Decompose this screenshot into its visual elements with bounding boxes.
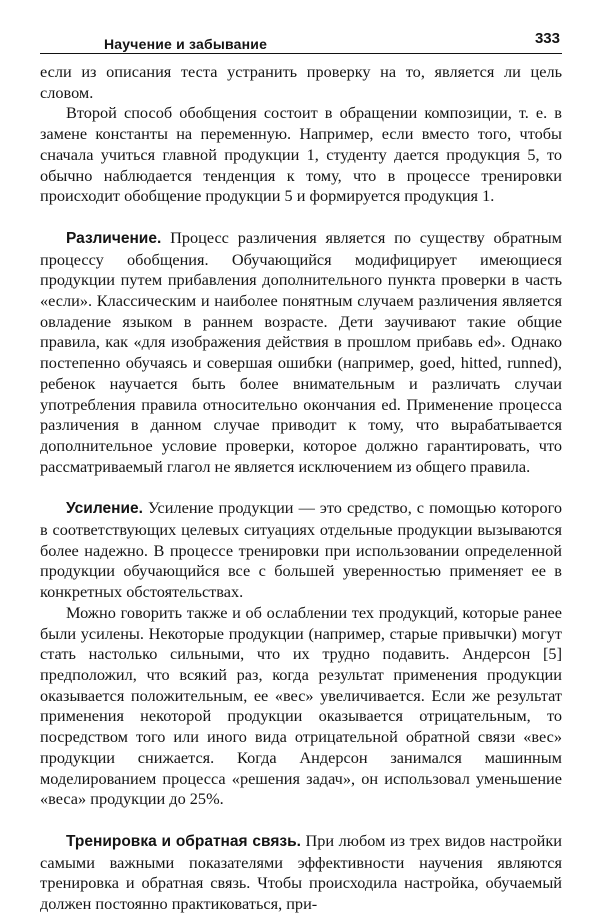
paragraph-text: Усиление продукции — это средство, с помощью которого в соответствующих целевых ситуациях отдельные продукции вызываются более надежно. В процессе тренировки при использовании определенной продукции обучающийся все с большей уверенностью применяет ее в конкретных обстоятельствах. [40, 498, 562, 602]
paragraph-weakening [40, 603, 562, 810]
body-text [40, 62, 562, 915]
page-header [40, 26, 562, 54]
section-lead-practice-feedback: Тренировка и обратная связь. [66, 832, 301, 850]
paragraph-text: Можно говорить также и об ослаблении тех продукций, которые ранее были усилены. Некоторые продукции (например, старые привычки) могут стать настолько сильными, что их трудно подавить. Андерсон [5] предположил, что всякий раз, когда результат применения продукции оказывается положительным, ее «вес» увеличивается. Если же результат применения некоторой продукции оказывается отрицательным, то посредством того или иного вида отрицательной обратной связи «вес» продукции снижается. Когда Андерсон занимался машинным моделированием процесса «решения задач», он использовал уменьшение «веса» продукции до 25%. [40, 602, 562, 809]
paragraph-text: Процесс различения является по существу обратным процессу обобщения. Обучающийся модифицирует имеющиеся продукции путем прибавления дополнительного пункта проверки в часть «если». Классическим и наиболее понятным случаем различения является овладение языком в раннем возрасте. Дети заучивают такие общие правила, как «для изображения действия в прошлом прибавь ed». Однако постепенно обучаясь и совершая ошибки (например, goed, hitted, runned), ребенок научается быть более внимательным и различать случаи употребления правила относительно окончания ed. Применение процесса различения в данном случае приводит к тому, что вырабатывается дополнительное условие проверки, которое должно гарантировать, что рассматриваемый глагол не является исключением из общего правила. [40, 227, 562, 476]
paragraph-text: если из описания теста устранить проверку на то, является ли цель словом. [40, 62, 562, 102]
section-lead-strengthening: Усиление. [66, 500, 143, 518]
paragraph-discrimination [40, 228, 562, 477]
section-lead-discrimination: Различение. [66, 229, 162, 247]
running-title: Научение и забывание [104, 36, 268, 52]
paragraph-generalization [40, 103, 562, 207]
page-number: 333 [534, 30, 560, 47]
paragraph-continuation [40, 62, 562, 103]
paragraph-text: Второй способ обобщения состоит в обращении композиции, т. е. в замене константы на переменную. Например, если вместо того, чтобы сначала учиться главной продукции 1, студенту дается продукция 5, то обычно наблюдается тенденция к тому, что в процессе тренировки происходит обобщение продукции 5 и формируется продукция 1. [40, 103, 562, 206]
header-rule [40, 53, 562, 54]
paragraph-strengthening [40, 498, 562, 603]
paragraph-text: При любом из трех видов настройки самыми важными показателями эффективности научения являются тренировка и обратная связь. Чтобы происходила настройка, обучаемый должен постоянно практиковаться, при- [40, 830, 562, 914]
paragraph-practice-feedback [40, 831, 562, 915]
